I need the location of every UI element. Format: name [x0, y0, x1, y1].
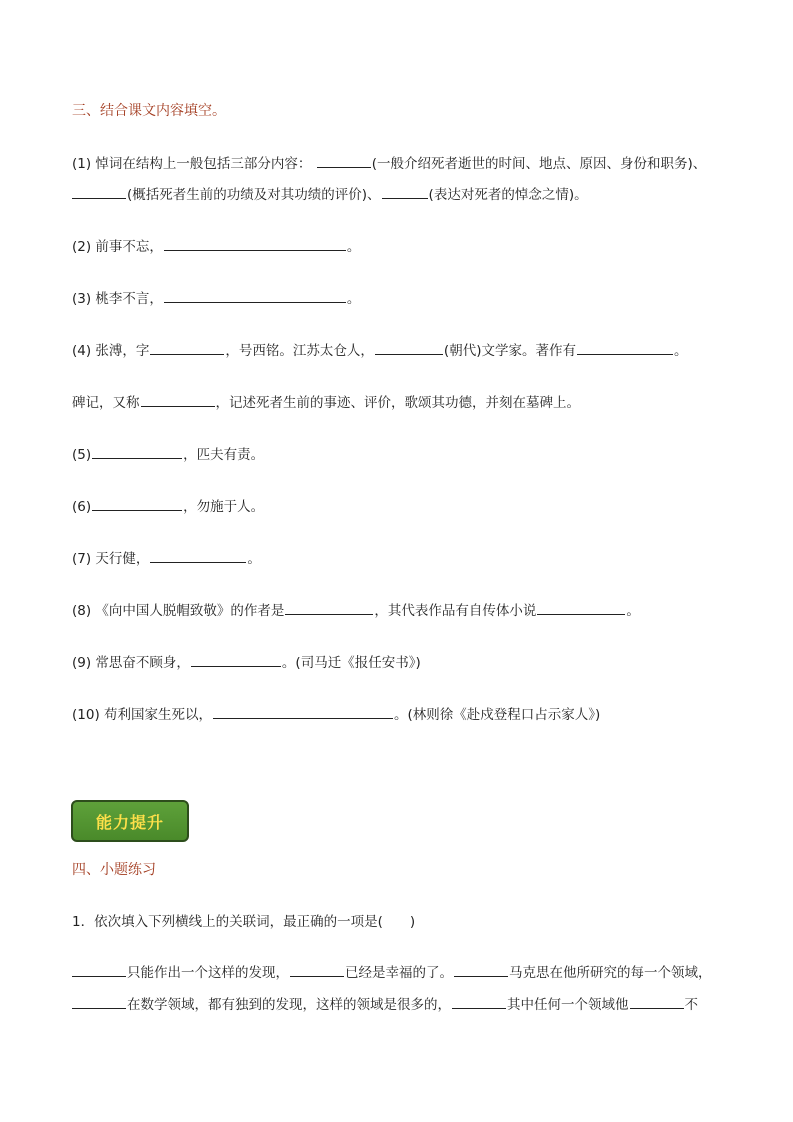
answer-blank[interactable]	[92, 496, 182, 511]
question-text: 。	[626, 603, 640, 619]
question-8	[72, 600, 640, 621]
answer-blank[interactable]	[141, 392, 215, 407]
answer-blank[interactable]	[537, 600, 625, 615]
answer-blank[interactable]	[213, 704, 393, 719]
question-number: (3)	[72, 291, 92, 307]
question-text: 苟利国家生死以，	[104, 707, 213, 723]
question-text: 悼词在结构上一般包括三部分内容：	[95, 156, 312, 172]
question-text: (表达对死者的悼念之情)。	[428, 187, 588, 203]
exercise-text: 在数学领域，都有独到的发现，这样的领域是很多的，	[127, 997, 451, 1013]
question-text: 。(司马迁《报任安书》)	[281, 655, 421, 671]
answer-blank[interactable]	[630, 994, 684, 1009]
question-1-line-2	[72, 184, 588, 205]
question-3	[72, 288, 360, 309]
answer-blank[interactable]	[191, 652, 281, 667]
question-7	[72, 548, 261, 569]
question-text: ，记述死者生前的事迹、评价，歌颂其功德，并刻在墓碑上。	[215, 395, 580, 411]
question-4-line-2	[72, 392, 580, 413]
question-text: ，其代表作品有自传体小说	[374, 603, 537, 619]
answer-blank[interactable]	[454, 962, 508, 977]
answer-blank[interactable]	[150, 548, 246, 563]
question-text: 天行健，	[95, 551, 150, 567]
question-5	[72, 444, 264, 465]
question-text: ，匹夫有责。	[183, 447, 265, 463]
answer-blank[interactable]	[382, 184, 428, 199]
answer-blank[interactable]	[72, 994, 126, 1009]
question-4-line-1	[72, 340, 687, 361]
question-text: 前事不忘，	[95, 239, 163, 255]
answer-blank[interactable]	[290, 962, 344, 977]
answer-blank[interactable]	[164, 236, 346, 251]
question-number: (10)	[72, 707, 100, 723]
exercise-text: 马克思在他所研究的每一个领域，	[509, 965, 712, 981]
question-number: (5)	[72, 447, 92, 463]
question-number: (4)	[72, 343, 92, 359]
question-text: (概括死者生前的功绩及对其功绩的评价)、	[127, 187, 381, 203]
question-text: (朝代)文学家。著作有	[443, 343, 576, 359]
question-text: 张溥，字	[95, 343, 150, 359]
question-10	[72, 704, 600, 725]
question-number: (1)	[72, 156, 92, 172]
question-1-line-1	[72, 153, 706, 174]
answer-blank[interactable]	[285, 600, 373, 615]
question-text: 碑记，又称	[72, 395, 140, 411]
answer-blank[interactable]	[72, 184, 126, 199]
question-text: 。	[247, 551, 261, 567]
question-text: ，勿施于人。	[183, 499, 265, 515]
answer-blank[interactable]	[577, 340, 673, 355]
badge-label: 能力提升	[95, 812, 164, 832]
answer-blank[interactable]	[72, 962, 126, 977]
question-text: 。	[346, 239, 361, 255]
answer-blank[interactable]	[317, 153, 371, 168]
question-text: (一般介绍死者逝世的时间、地点、原因、身份和职务)、	[371, 156, 707, 172]
question-number: (2)	[72, 239, 92, 255]
question-text: 常思奋不顾身，	[95, 655, 190, 671]
question-number: (8)	[72, 603, 92, 619]
ability-improvement-badge	[71, 800, 189, 842]
exercise-1-line-1	[72, 958, 722, 989]
answer-blank[interactable]	[92, 444, 182, 459]
exercise-text: 不	[684, 997, 698, 1013]
answer-blank[interactable]	[164, 288, 346, 303]
section-3-heading: 三、结合课文内容填空。	[72, 103, 226, 119]
answer-blank[interactable]	[375, 340, 443, 355]
exercise-text: 只能作出一个这样的发现，	[127, 965, 289, 981]
answer-blank[interactable]	[150, 340, 224, 355]
answer-blank[interactable]	[452, 994, 506, 1009]
exercise-text: 已经是幸福的了。	[345, 965, 453, 981]
exercise-1-line-2	[72, 990, 722, 1021]
question-text: ，号西铭。江苏太仓人，	[225, 343, 374, 359]
question-9	[72, 652, 421, 673]
question-6	[72, 496, 264, 517]
question-2	[72, 236, 360, 257]
exercise-text: 其中任何一个领域他	[507, 997, 629, 1013]
question-text: 《向中国人脱帽致敬》的作者是	[95, 603, 285, 619]
exercise-1-stem: 1．依次填入下列横线上的关联词，最正确的一项是( )	[72, 914, 416, 930]
question-number: (6)	[72, 499, 92, 515]
question-number: (9)	[72, 655, 92, 671]
question-text: 。	[673, 343, 688, 359]
question-number: (7)	[72, 551, 92, 567]
question-text: 。(林则徐《赴戍登程口占示家人》)	[394, 707, 601, 723]
question-text: 。	[346, 291, 361, 307]
section-4-heading: 四、小题练习	[72, 862, 156, 878]
question-text: 桃李不言，	[95, 291, 163, 307]
